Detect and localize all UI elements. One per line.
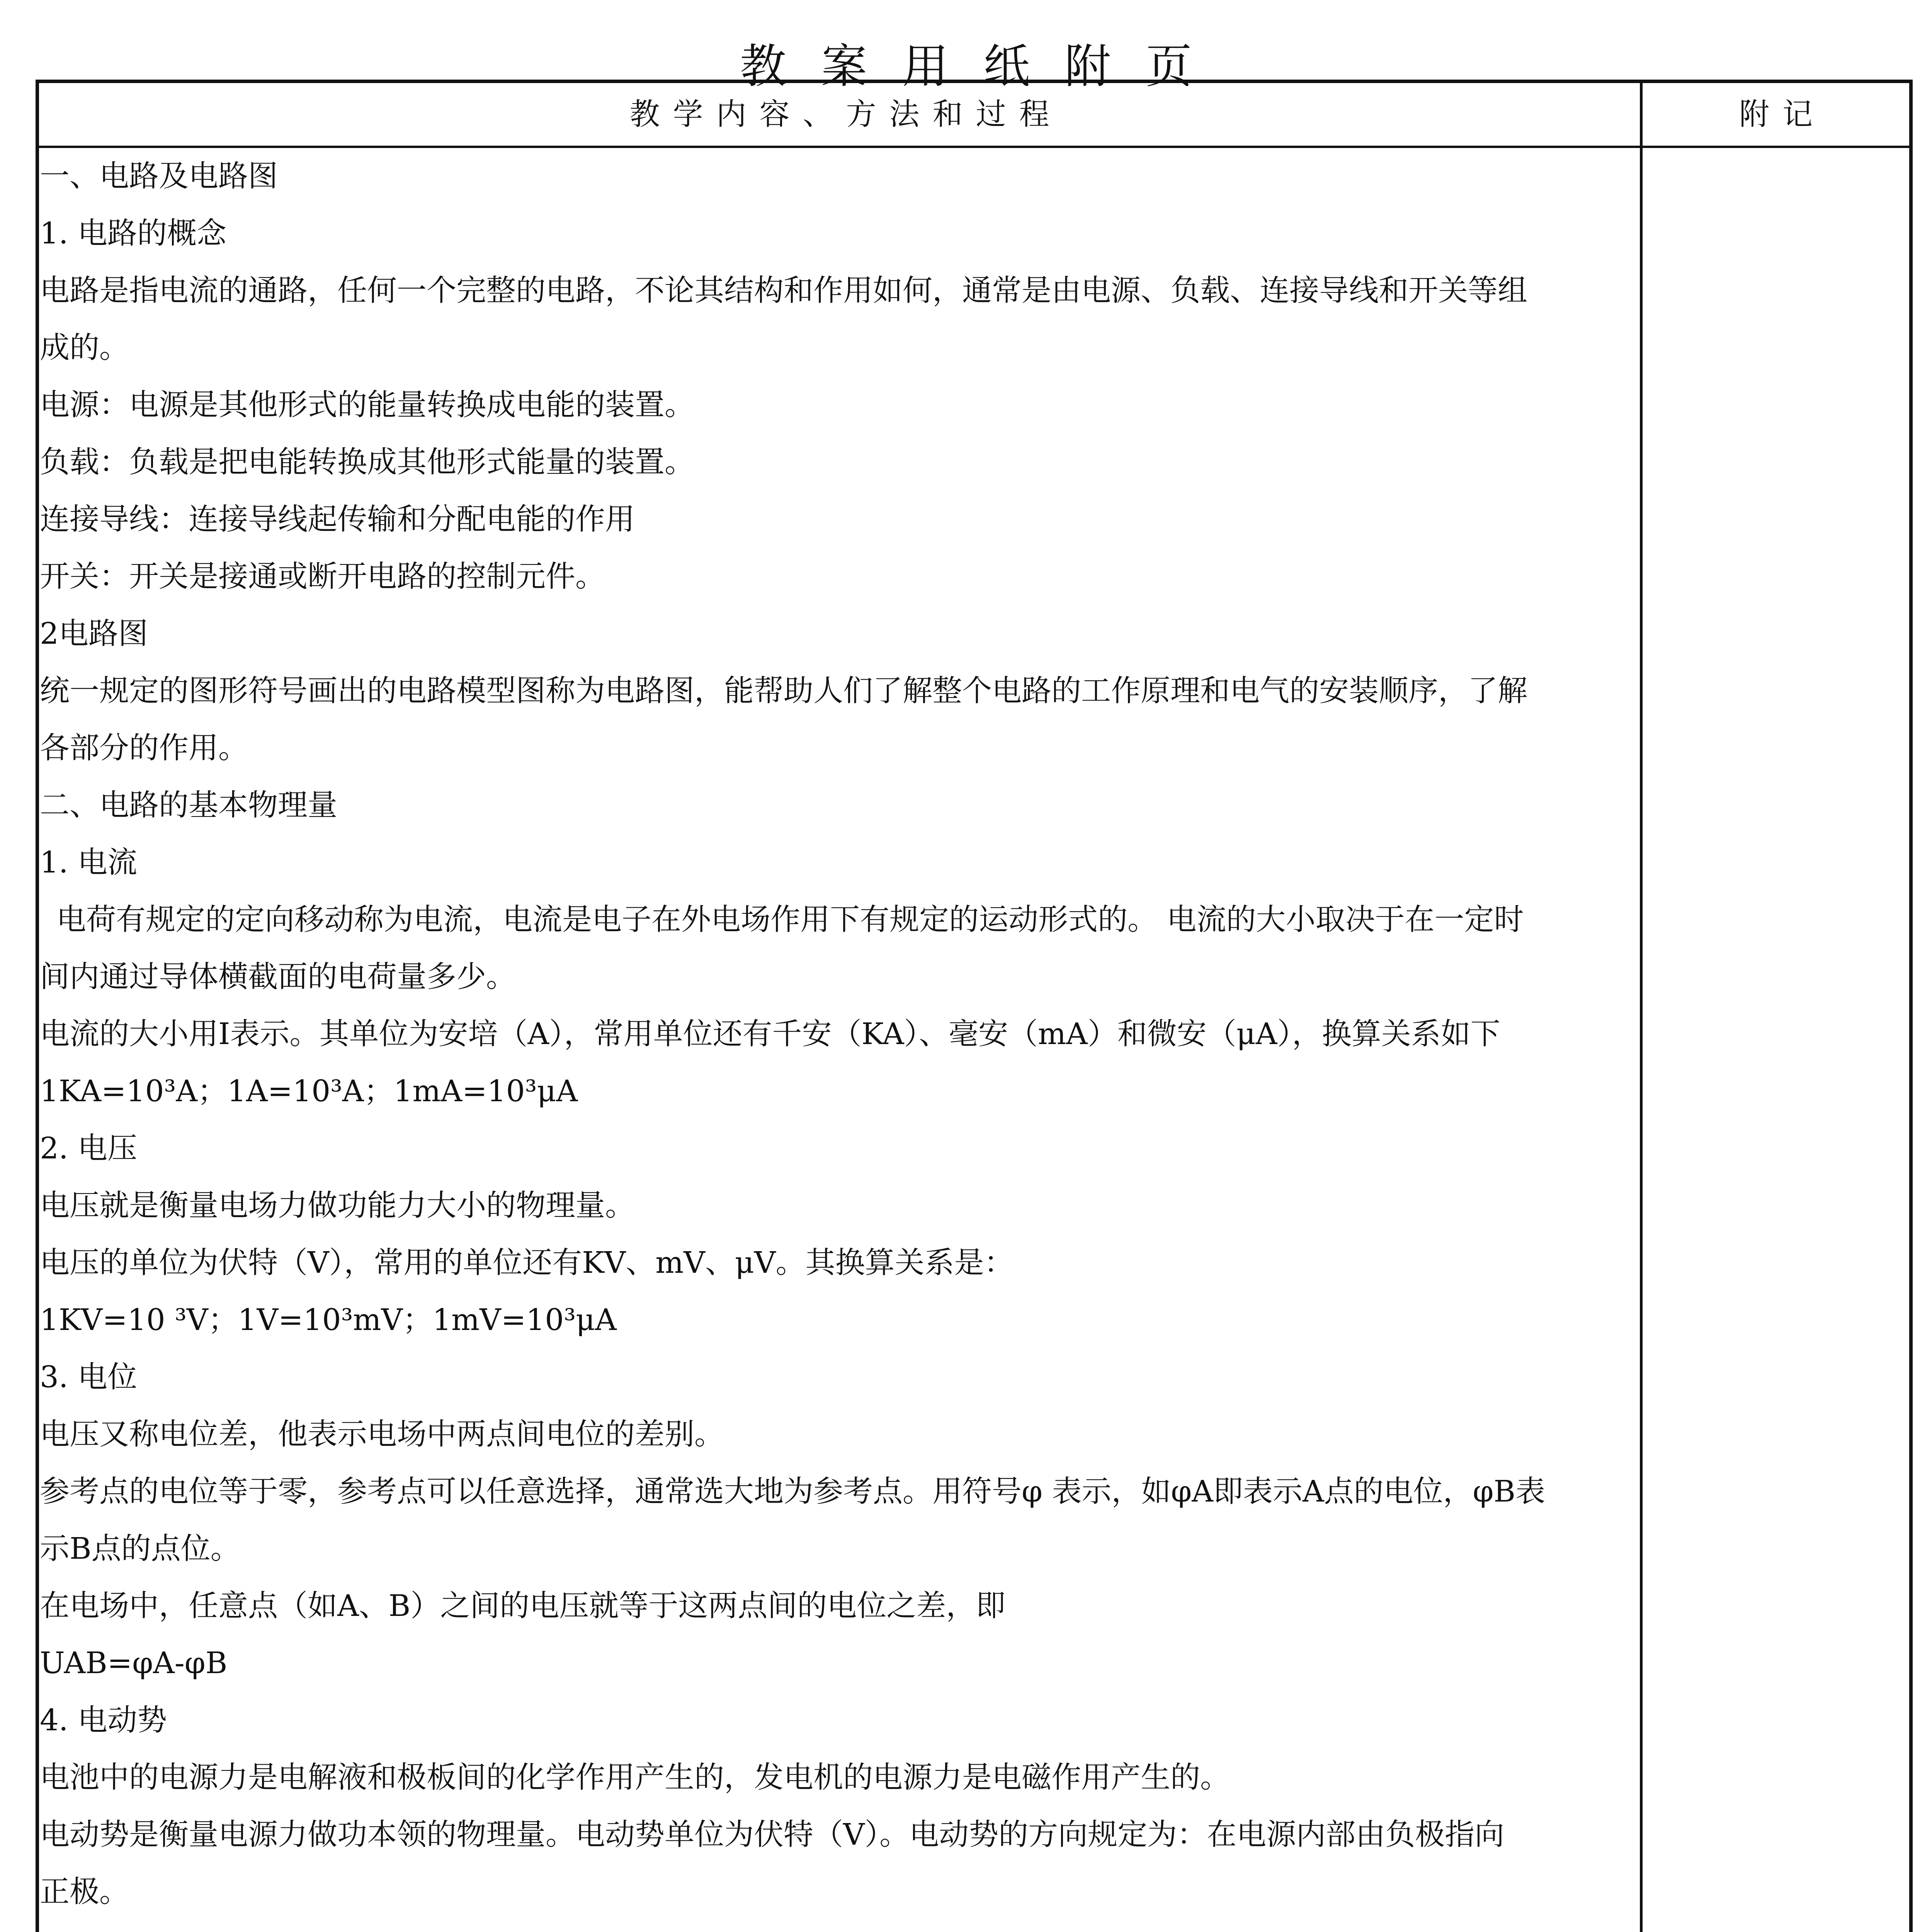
content-line: 二、电路的基本物理量 (40, 788, 337, 823)
content-line: 3. 电位 (40, 1360, 137, 1395)
content-line: 2. 电压 (40, 1131, 137, 1166)
content-line: 1KV=10 ³V；1V=10³mV；1mV=10³μA (40, 1303, 617, 1337)
column-divider (1640, 83, 1643, 1932)
content-line: 1KA=10³A；1A=10³A；1mA=10³μA (40, 1074, 578, 1109)
header-remarks: 附记 (1739, 97, 1826, 132)
content-line (39, 1921, 1639, 1932)
content-line: 1. 电流 (40, 845, 137, 880)
content-line: 电荷有规定的定向移动称为电流，电流是电子在外电场作用下有规定的运动形式的。 电流的大小取决于在一定时 (56, 903, 1524, 937)
remarks-column (1643, 148, 1909, 1932)
content-line: 电压的单位为伏特（V），常用的单位还有KV、mV、μV。其换算关系是： (40, 1246, 1014, 1280)
page-title: 教案用纸附页 (740, 40, 1227, 94)
content-line: 在电场中，任意点（如A、B）之间的电压就等于这两点间的电位之差，即 (40, 1589, 1006, 1623)
content-line: 成的。 (40, 331, 129, 365)
content-line: 统一规定的图形符号画出的电路模型图称为电路图，能帮助人们了解整个电路的工作原理和电气的安装顺序，了解 (40, 674, 1527, 708)
content-line: 开关：开关是接通或断开电路的控制元件。 (40, 560, 605, 594)
content-line: 一、电路及电路图 (40, 159, 278, 194)
content-line: 负载：负载是把电能转换成其他形式能量的装置。 (40, 445, 694, 480)
content-line: 电路是指电流的通路，任何一个完整的电路，不论其结构和作用如何，通常是由电源、负载、连接导线和开关等组 (40, 274, 1527, 308)
content-line: 电流的大小用I表示。其单位为安培（A），常用单位还有千安（KA）、毫安（mA）和微安（μA），换算关系如下 (40, 1017, 1500, 1051)
content-line: 间内通过导体横截面的电荷量多少。 (40, 960, 516, 994)
header-teaching-content: 教学内容、方法和过程 (629, 97, 1063, 132)
content-line: UAB=φA-φB (40, 1646, 228, 1680)
content-line: 电池中的电源力是电解液和极板间的化学作用产生的，发电机的电源力是电磁作用产生的。 (40, 1760, 1230, 1795)
content-line: 电压就是衡量电场力做功能力大小的物理量。 (40, 1189, 635, 1223)
content-line: 电压又称电位差，他表示电场中两点间电位的差别。 (40, 1417, 724, 1452)
content-line: 2电路图 (40, 617, 148, 651)
content-line: 电动势是衡量电源力做功本领的物理量。电动势单位为伏特（V）。电动势的方向规定为：在电源内部由负极指向 (40, 1818, 1505, 1852)
content-line: 参考点的电位等于零，参考点可以任意选择，通常选大地为参考点。用符号φ 表示，如φA即表示A点的电位，φB表 (40, 1475, 1546, 1509)
table-header-row (39, 83, 1909, 148)
lesson-plan-table (36, 80, 1913, 1932)
content-line: 1. 电路的概念 (40, 216, 226, 251)
content-line: 电源：电源是其他形式的能量转换成电能的装置。 (40, 388, 694, 422)
content-line: 各部分的作用。 (40, 731, 248, 765)
teaching-content-body (39, 148, 1639, 1932)
content-line: 4. 电动势 (40, 1703, 167, 1738)
content-line: 正极。 (40, 1875, 129, 1909)
content-line: 连接导线：连接导线起传输和分配电能的作用 (40, 502, 635, 537)
content-line: 示B点的点位。 (40, 1532, 240, 1566)
